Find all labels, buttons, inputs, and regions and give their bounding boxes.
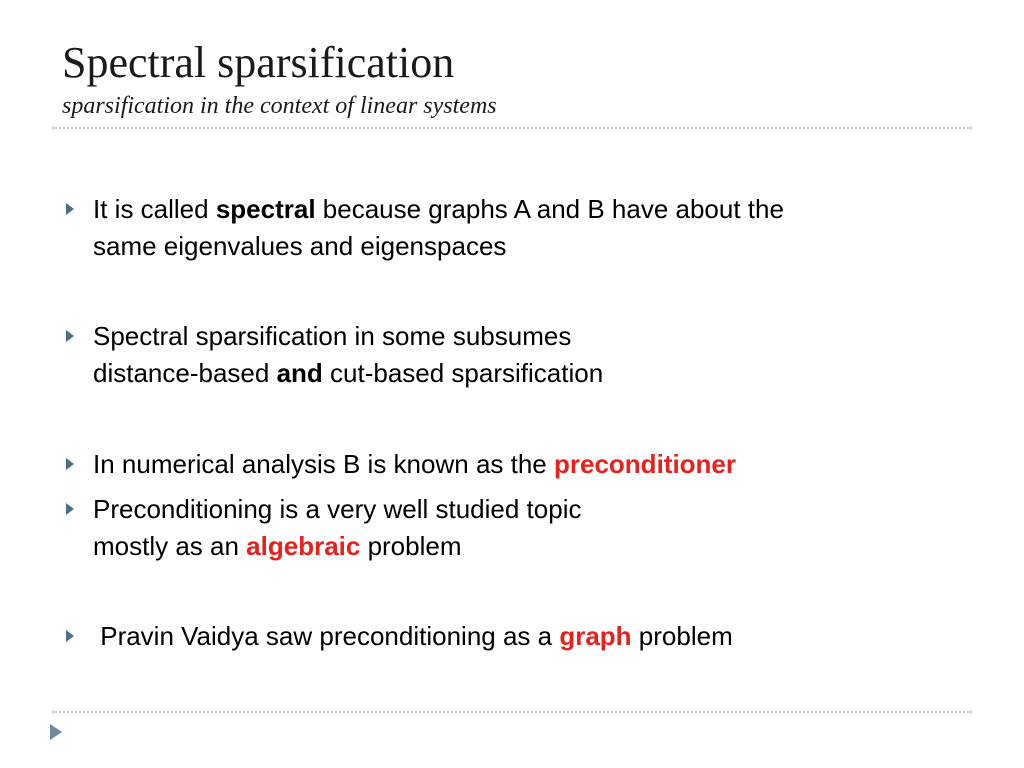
bullet-5-text-a: Pravin Vaidya saw preconditioning as a	[93, 621, 560, 651]
bullet-4-line-1: Preconditioning is a very well studied topic	[93, 494, 582, 524]
bullet-item-1	[93, 191, 784, 265]
bullet-1-line-2: same eigenvalues and eigenspaces	[93, 231, 507, 261]
triangle-bullet-icon	[66, 458, 74, 470]
bullet-1-line-1	[93, 191, 784, 228]
bullet-item-5	[93, 618, 733, 655]
slide-subtitle: sparsification in the context of linear systems	[62, 93, 497, 119]
bullet-2-text-a: distance-based	[93, 358, 277, 388]
triangle-bullet-icon	[66, 630, 74, 642]
slide-title: Spectral sparsification	[62, 38, 455, 87]
triangle-bullet-icon	[66, 203, 74, 215]
top-divider	[52, 127, 972, 129]
bullet-3-text-a: In numerical analysis B is known as the	[93, 449, 554, 479]
triangle-bullet-icon	[66, 503, 74, 515]
bullet-3-highlight: preconditioner	[554, 449, 737, 479]
bullet-5-line-1	[93, 618, 733, 655]
bullet-2-line-2	[93, 355, 603, 392]
bullet-1-text-c: because graphs A and B have about the	[315, 194, 784, 224]
bullet-5-text-c: problem	[631, 621, 733, 651]
bullet-5-highlight: graph	[559, 621, 632, 651]
bullet-2-emphasis: and	[276, 358, 323, 388]
bottom-divider	[52, 711, 972, 713]
bullet-item-3	[93, 446, 736, 483]
bullet-2-text-c: cut-based sparsification	[322, 358, 604, 388]
bullet-2-line-1: Spectral sparsification in some subsumes	[93, 321, 572, 351]
bullet-3-line-1	[93, 446, 736, 483]
bullet-1-emphasis: spectral	[215, 194, 316, 224]
bullet-1-text-a: It is called	[93, 194, 216, 224]
bullet-item-4	[93, 491, 581, 565]
bullet-4-text-c: problem	[360, 531, 462, 561]
bullet-item-2	[93, 318, 603, 392]
triangle-corner-icon	[50, 724, 62, 740]
bullet-4-highlight: algebraic	[246, 531, 361, 561]
bullet-4-text-a: mostly as an	[93, 531, 247, 561]
bullet-4-line-2	[93, 528, 581, 565]
triangle-bullet-icon	[66, 330, 74, 342]
